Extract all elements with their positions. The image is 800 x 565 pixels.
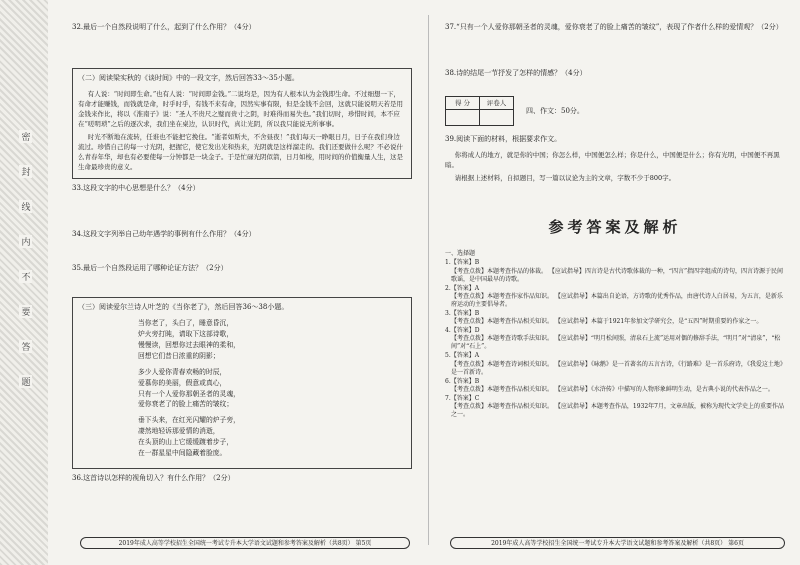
passage-paragraph: 时光不断地在流转，任谁也不能把它挽住。“逝者如斯夫，不舍昼夜！”我们每天一睁眼日月，日子在我们身边流过。珍惜自己的每一寸光阴，把握它，使它发出光和热来，光阴就是这样溜走的。我们还要做什么呢？不必说什么青春年华，却也有必要使每一分钟都是一块金子。于是忙碌光阴似箭，日月如梭，用时间的价值衡量人生，这是生命最珍贵的意义。 xyxy=(78,132,403,171)
answer-heading: 3.【答案】B xyxy=(445,310,480,318)
binding-char: 要 xyxy=(19,307,30,316)
grader-cell xyxy=(480,110,514,126)
question-39: 39.阅读下面的材料，根据要求作文。 xyxy=(445,135,562,144)
essay-material: 你将成人的地方，就是你的中国；你怎么样，中国便怎么样；你是什么，中国便是什么；你有光明，中国便不再黑暗。 xyxy=(445,151,780,170)
answer-heading: 2.【答案】A xyxy=(445,284,480,292)
left-page xyxy=(72,22,412,542)
reading-passage-2 xyxy=(72,68,412,179)
poem-line: 爱你衰老了的脸上痛苦的皱纹； xyxy=(138,400,234,409)
binding-char: 题 xyxy=(19,377,30,386)
poem-line: 回想它们昔日浓重的阴影； xyxy=(138,351,220,360)
question-38: 38.诗的结尾一节抒发了怎样的情感？（4分） xyxy=(445,69,587,78)
answer-text: 【考查点拨】本题考查作家作品知识。 【应试指导】本篇出自论语，方诗歌的优秀作品，由唐代诗人白居易，为五言，是新乐府运动的主要倡导者。 xyxy=(451,292,783,308)
score-table xyxy=(445,96,514,126)
score-cell xyxy=(446,110,480,126)
question-35: 35.最后一个自然段运用了哪种论证方法？（2分） xyxy=(72,264,228,273)
answer-text: 【考查点拨】本题考查作品相关知识。 【应试指导】本题考查作品，1932年7月，文章出版，被称为现代文学史上的重要作品之一。 xyxy=(451,403,784,419)
binding-char: 密 xyxy=(19,132,30,141)
binding-char: 不 xyxy=(19,272,30,281)
answer-text: 【考查点拨】本题考查作品的体裁。 【应试指导】四言诗是古代诗歌体裁的一种，“四言”指四字组成的诗句，四言诗源于民间歌谣，是中国最早的诗歌。 xyxy=(451,267,784,283)
answer-text: 【考查点拨】本题考查作品相关知识。 【应试指导】本篇于1921年参加文学研究会，是“五四”时期重要的作家之一。 xyxy=(451,318,763,326)
passage-paragraph: 有人说：“时间即生命。”也有人说：“时间即金钱。”二说均是，因为有人根本认为金钱即生命。不过细想一下，有命才能赚钱，而钱就是命，时乎时乎，有钱不来有命，因然实事有限，但是金钱不会回，这就只能说明天若是用金钱来作比，将以《淮南子》说：“圣人不贵尺之璧而贵寸之阴，时难得而易失也。”我们切时，珍惜时间，本不应在“嗟明琐”之后的逐次求，我们坐在桌边，认识时代，真让光阴，所以我只能说无所事事。 xyxy=(78,90,403,129)
binding-margin xyxy=(0,0,48,565)
essay-requirement: 请根据上述材料，自拟题目，写一篇以议论为主的文章，字数不少于800字。 xyxy=(454,173,676,182)
poem-line: 爱慕你的美丽，假意或真心， xyxy=(138,378,227,387)
right-page xyxy=(445,22,785,542)
question-32: 32.最后一个自然段说明了什么，起到了什么作用？（4分） xyxy=(72,23,256,31)
binding-char: 内 xyxy=(19,237,30,246)
question-33: 33.这段文字的中心思想是什么？（4分） xyxy=(72,183,200,192)
poem-line: 凄然地轻诉那爱情的消逝， xyxy=(138,427,220,436)
poem-stanza xyxy=(138,318,406,362)
question-34: 34.这段文字列举自己幼年遇学的事例有什么作用？（4分） xyxy=(72,229,256,238)
binding-char: 封 xyxy=(19,167,30,176)
poem-line: 垂下头来，在红光闪耀的炉子旁， xyxy=(138,416,240,425)
answer-heading: 5.【答案】A xyxy=(445,352,480,360)
poem-body xyxy=(78,318,406,459)
answer-heading: 一、选择题 xyxy=(445,250,476,258)
page-footer-left: 2019年成人高等学校招生全国统一考试专升本大学语文试题和参考答案及解析（共8页） 第5页 xyxy=(80,537,410,549)
question-37: 37.“只有一个人爱你那朝圣者的灵魂，爱你衰老了的脸上痛苦的皱纹”，表现了作者什么样的爱情观？（2分） xyxy=(445,23,783,31)
answer-heading: 7.【答案】C xyxy=(445,394,480,402)
answer-text: 【考查点拨】本题考查诗词相关知识。 【应试指导】《咏鹅》是一首著名的五言古诗，《行路难》是一首乐府诗，《我爱这土地》是一首新诗。 xyxy=(451,360,783,376)
answer-text: 【考查点拨】本题考查诗歌手法知识。 【应试指导】“明月松间照，清泉石上流”运用对偶的修辞手法，“明月”对“清泉”，“松间”对“石上”。 xyxy=(451,335,781,351)
poem-line: 炉火旁打盹，请取下这部诗歌， xyxy=(138,330,234,339)
score-box xyxy=(445,96,785,126)
page-footer-right: 2019年成人高等学校招生全国统一考试专升本大学语文试题和参考答案及解析（共8页） 第6页 xyxy=(450,537,785,549)
section-2-title: （二）阅读梁实秋的《谈时间》中的一段文字，然后回答33～35小题。 xyxy=(78,74,299,83)
binding-char: 答 xyxy=(19,342,30,351)
binding-char: 线 xyxy=(19,202,30,211)
answer-heading: 6.【答案】B xyxy=(445,377,480,385)
poem-line: 在一群星星中间隐藏着脸庞。 xyxy=(138,448,227,457)
poem-stanza xyxy=(138,367,406,411)
score-label: 得 分 xyxy=(446,97,480,110)
poem-line: 在头顶的山上它缓缓踱着步子， xyxy=(138,438,234,447)
reading-poem xyxy=(72,297,412,469)
answer-text: 【考查点拨】本题考查作品相关知识。 【应试指导】《水浒传》中描写的人物形象鲜明生动，是古典小说的代表作品之一。 xyxy=(451,385,774,393)
poem-line: 当你老了，头白了，睡意昏沉， xyxy=(138,319,234,328)
answer-heading: 1.【答案】B xyxy=(445,259,480,267)
poem-line: 只有一个人爱你那朝圣者的灵魂， xyxy=(138,389,240,398)
answer-heading: 4.【答案】D xyxy=(445,327,480,335)
answer-section-title: 参考答案及解析 xyxy=(548,217,682,236)
poem-line: 慢慢读，回想你过去眼神的柔和， xyxy=(138,341,240,350)
essay-section-title: 四、作文：50分。 xyxy=(526,107,584,116)
section-3-title: （三）阅读爱尔兰诗人叶芝的《当你老了》，然后回答36～38小题。 xyxy=(78,303,289,312)
poem-line: 多少人爱你青春欢畅的时辰， xyxy=(138,367,227,376)
poem-stanza xyxy=(138,415,406,459)
question-36: 36.这首诗以怎样的视角切入？有什么作用？（2分） xyxy=(72,473,235,482)
page-divider xyxy=(428,15,429,545)
binding-label-column xyxy=(18,130,32,388)
grader-label: 评卷人 xyxy=(480,97,514,110)
answer-list xyxy=(445,250,785,419)
